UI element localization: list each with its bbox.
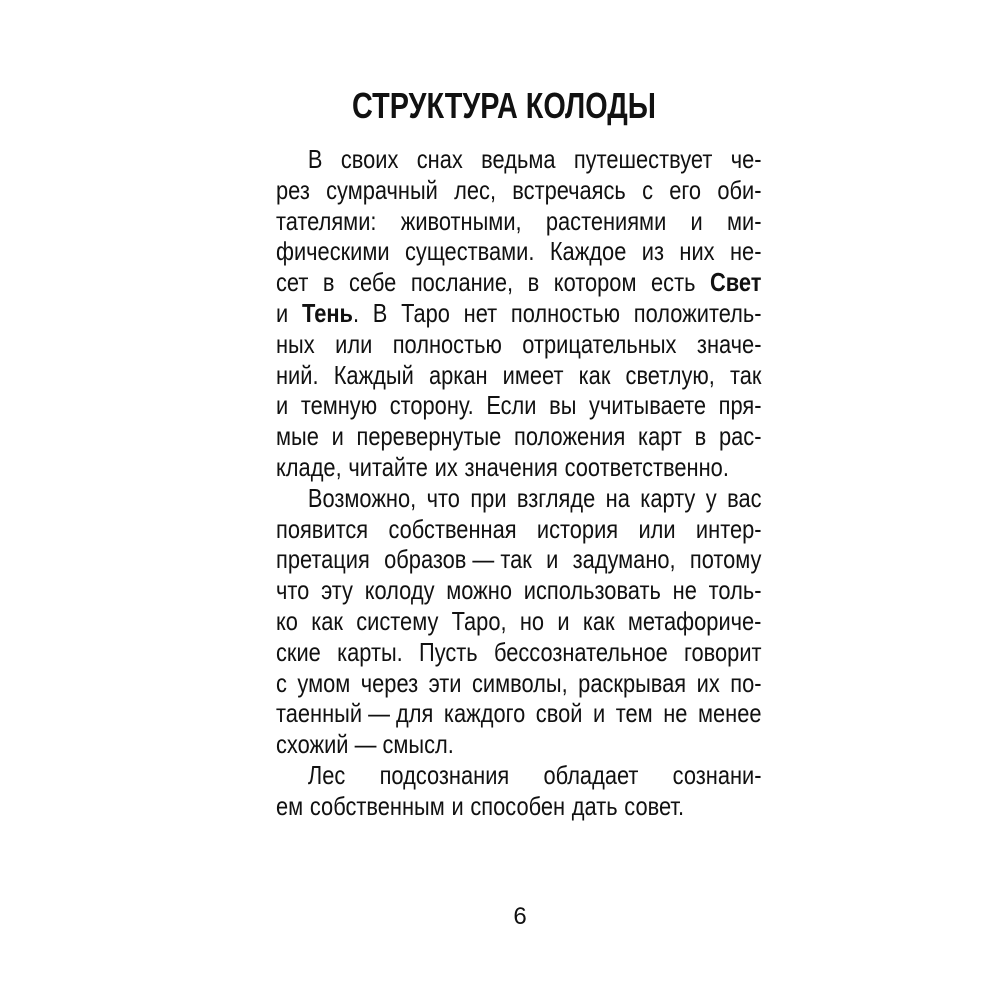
word: путешествует	[573, 144, 713, 174]
word: сознани-	[672, 759, 762, 790]
word: Лес	[307, 759, 346, 790]
word: ведьма	[481, 144, 556, 174]
word: при	[470, 482, 507, 513]
bold-word: Свет	[710, 267, 762, 298]
word: читайте	[348, 451, 428, 482]
text-line	[276, 298, 762, 329]
word: положитель-	[633, 297, 762, 328]
text-line	[276, 452, 762, 483]
word: его	[669, 174, 702, 205]
body-text	[276, 144, 762, 822]
text-line	[276, 329, 762, 360]
word: эту	[321, 575, 353, 606]
word: кладе,	[276, 451, 342, 482]
word: свой	[535, 698, 583, 729]
text-line	[276, 791, 762, 822]
word: сумрачный	[326, 174, 438, 205]
word: ний.	[276, 359, 319, 390]
word: лес,	[454, 174, 497, 205]
text-line	[276, 144, 762, 175]
word: история	[536, 513, 619, 544]
word: способен	[470, 790, 566, 821]
word: ские	[276, 636, 321, 667]
word: схожий — смысл.	[276, 729, 454, 760]
word: так	[730, 359, 762, 390]
word: нет	[463, 297, 498, 328]
bold-word: Тень.	[301, 297, 360, 328]
word: с	[642, 174, 654, 205]
word: учитываете	[589, 390, 707, 421]
word: оби-	[717, 174, 762, 205]
word: и	[690, 205, 703, 236]
word: перевернутые	[356, 421, 502, 452]
word: существами.	[404, 236, 535, 267]
word: снах	[416, 144, 463, 174]
word: карт	[638, 421, 682, 452]
word: котором	[553, 267, 637, 298]
word: че-	[730, 144, 762, 174]
word: Пусть	[418, 636, 478, 667]
chapter-title: СТРУКТУРА КОЛОДЫ	[352, 85, 656, 126]
word: их	[434, 451, 458, 482]
word: отрицательных	[522, 328, 677, 359]
word: эти	[428, 667, 462, 698]
word: сет	[276, 267, 309, 298]
word: на	[605, 482, 630, 513]
word: в	[694, 421, 707, 452]
word: животными,	[400, 205, 522, 236]
paragraph	[276, 483, 762, 760]
text-line	[276, 606, 762, 637]
word: значе-	[696, 328, 762, 359]
word: как	[582, 605, 615, 636]
word: и	[546, 544, 559, 575]
word: своих	[340, 144, 399, 174]
word: Возможно,	[307, 482, 417, 513]
word: метафориче-	[627, 605, 762, 636]
word: полностью	[510, 297, 621, 328]
word: темную	[300, 390, 378, 421]
word: и	[592, 698, 606, 729]
word: имеет	[502, 359, 564, 390]
word: рас-	[718, 421, 762, 452]
word: совет.	[624, 790, 685, 821]
text-line	[276, 514, 762, 545]
word: взгляде	[516, 482, 596, 513]
word: в	[322, 267, 335, 298]
word: светлую,	[625, 359, 715, 390]
word: себе	[349, 267, 397, 298]
word: не	[672, 575, 697, 606]
word: соответственно.	[564, 451, 729, 482]
word: собственным	[309, 790, 445, 821]
text-line	[276, 483, 762, 514]
word: послание,	[410, 267, 514, 298]
word: встречаясь	[512, 174, 626, 205]
text-line	[276, 698, 762, 729]
word: появится	[276, 513, 369, 544]
text-line	[276, 668, 762, 699]
word: символы,	[472, 667, 568, 698]
word: ми-	[726, 205, 762, 236]
word: вас	[727, 482, 762, 513]
word: значения	[464, 451, 558, 482]
word: есть	[651, 267, 696, 298]
word: что	[276, 575, 310, 606]
word: ем	[276, 790, 304, 821]
word: у	[705, 482, 717, 513]
text-line	[276, 360, 762, 391]
word: можно	[446, 575, 513, 606]
text-line	[276, 637, 762, 668]
word: них	[679, 236, 715, 267]
word: образов — так	[384, 544, 532, 575]
word: В	[372, 297, 388, 328]
word: ко	[276, 605, 298, 636]
word: но	[519, 605, 545, 636]
paragraph	[276, 760, 762, 822]
word: каждого	[443, 698, 526, 729]
word: сторону.	[389, 390, 474, 421]
text-line	[276, 421, 762, 452]
word: В	[307, 144, 323, 174]
word: полностью	[392, 328, 502, 359]
word: и	[331, 421, 344, 452]
word: в	[527, 267, 540, 298]
word: и	[276, 297, 289, 328]
word: или	[638, 513, 676, 544]
word: потому	[689, 544, 762, 575]
word: фическими	[276, 236, 390, 267]
word: дать	[571, 790, 618, 821]
word: вы	[549, 390, 577, 421]
paragraph	[276, 144, 762, 483]
word: Каждый	[333, 359, 414, 390]
word: Если	[486, 390, 537, 421]
text-line	[276, 390, 762, 421]
word: подсознания	[379, 759, 510, 790]
word: Каждое	[549, 236, 627, 267]
word: карты.	[337, 636, 403, 667]
word: ных	[276, 328, 315, 359]
text-line	[276, 206, 762, 237]
word: аркан	[428, 359, 488, 390]
text-line	[276, 175, 762, 206]
text-line	[276, 236, 762, 267]
word: не-	[729, 236, 762, 267]
word: систему	[356, 605, 439, 636]
word: умом	[297, 667, 351, 698]
word: положения	[514, 421, 626, 452]
text-container	[276, 144, 762, 822]
text-line	[276, 760, 762, 791]
text-line	[276, 729, 762, 760]
word: тем	[615, 698, 653, 729]
word: и	[276, 390, 289, 421]
page-number: 6	[513, 903, 527, 930]
text-line	[276, 575, 762, 606]
word: тателями:	[276, 205, 377, 236]
word: их	[696, 667, 720, 698]
word: через	[360, 667, 419, 698]
word: из	[641, 236, 664, 267]
word: рез	[276, 174, 310, 205]
word: обладает	[543, 759, 639, 790]
word: претация	[276, 544, 370, 575]
word: мые	[276, 421, 319, 452]
word: с	[276, 667, 287, 698]
word: менее	[697, 698, 762, 729]
word: задумано,	[572, 544, 676, 575]
text-line	[276, 267, 762, 298]
word: карту	[640, 482, 696, 513]
word: что	[426, 482, 460, 513]
word: таенный — для	[276, 698, 434, 729]
text-line	[276, 544, 762, 575]
word: растениями	[545, 205, 667, 236]
word: или	[335, 328, 373, 359]
word: колоду	[364, 575, 435, 606]
word: Таро,	[451, 605, 507, 636]
word: как	[311, 605, 343, 636]
word: пря-	[718, 390, 762, 421]
word: говорит	[684, 636, 762, 667]
word: интер-	[695, 513, 762, 544]
word: собственная	[388, 513, 517, 544]
word: как	[578, 359, 611, 390]
word: бессознательное	[493, 636, 668, 667]
word: по-	[730, 667, 762, 698]
word: и	[557, 605, 570, 636]
word: Таро	[401, 297, 450, 328]
word: толь-	[708, 575, 762, 606]
word: раскрывая	[578, 667, 687, 698]
word: использовать	[523, 575, 661, 606]
word: и	[451, 790, 464, 821]
word: не	[663, 698, 688, 729]
